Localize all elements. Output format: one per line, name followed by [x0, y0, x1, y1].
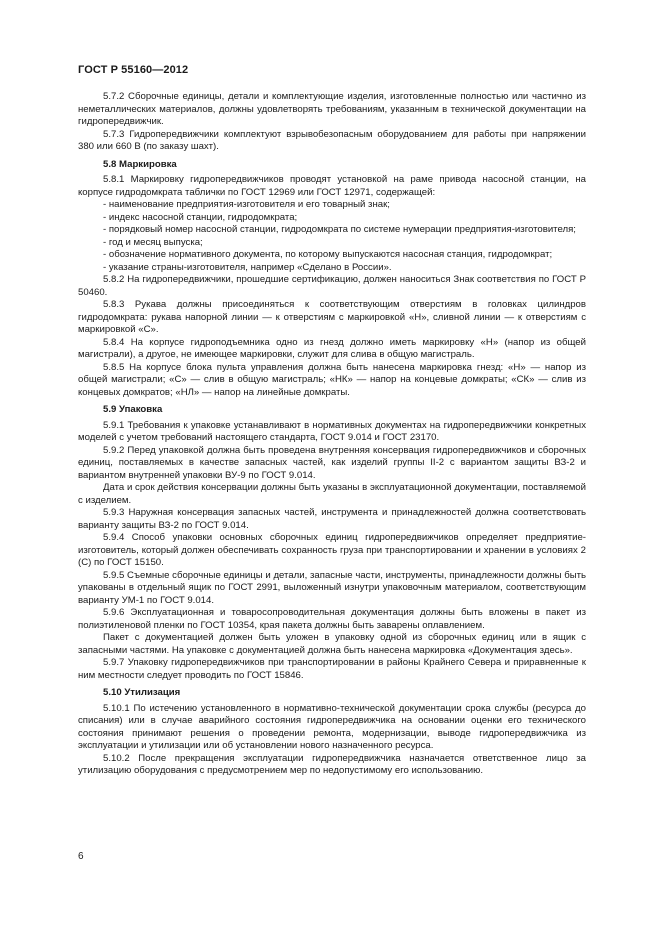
document-body [78, 91, 586, 778]
paragraph: 5.9.2 Перед упаковкой должна быть проведена внутренняя консервация гидропередвижчиков и сборочных единиц, поставляемых в качестве запасных частей, как изделий группы II-2 с вариантом защиты ВЗ-2 и вариантом внутренней упаковки ВУ-9 по ГОСТ 9.014. [78, 444, 586, 481]
paragraph: 5.9.5 Съемные сборочные единицы и детали, запасные части, инструменты, принадлежности должны быть упакованы в отдельный ящик по ГОСТ 2991, выложенный изнутри упаковочным материалом, соответствующим варианту УМ-1 по ГОСТ 9.014. [78, 569, 586, 606]
paragraph: 5.9.1 Требования к упаковке устанавливают в нормативных документах на гидропередвижчики конкретных моделей с учетом требований настоящего стандарта, ГОСТ 9.014 и ГОСТ 23170. [78, 419, 586, 443]
paragraph: 5.8.4 На корпусе гидроподъемника одно из гнезд должно иметь маркировку «Н» (напор из общей магистрали), а другое, не имеющее маркировки, служит для слива в общую магистраль. [78, 336, 586, 360]
paragraph: 5.8.5 На корпусе блока пульта управления должна быть нанесена маркировка гнезд: «Н» — напор из общей магистрали; «С» — слив в общую магистраль; «НК» — напор на концевые домкраты; «СК» — слив из концевых домкратов; «НЛ» — напор на линейные домкраты. [78, 361, 586, 398]
list-item: - наименование предприятия-изготовителя и его товарный знак; [103, 199, 390, 210]
section-heading: 5.8 Маркировка [103, 158, 177, 170]
paragraph: Пакет с документацией должен быть уложен в упаковку одной из сборочных единиц или в ящик с запасными частями. На упаковке с документацией должна быть нанесена маркировка «Документация здесь». [78, 632, 586, 656]
paragraph: 5.8.1 Маркировку гидропередвижчиков проводят установкой на раме привода насосной станции, на корпусе гидродомкрата таблички по ГОСТ 12969 или ГОСТ 12971, содержащей: [78, 174, 586, 198]
list-item: - порядковый номер насосной станции, гидродомкрата по системе нумерации предприятия-изготовителя; [103, 224, 576, 235]
section-heading: 5.10 Утилизация [103, 687, 181, 698]
list-item: - указание страны-изготовителя, например «Сделано в России». [103, 261, 392, 273]
paragraph: 5.9.7 Упаковку гидропередвижчиков при транспортировании в районы Крайнего Севера и приравненные к ним местности следует проводить по ГОСТ 15846. [78, 657, 586, 681]
paragraph: 5.9.6 Эксплуатационная и товаросопроводительная документация должны быть вложены в пакет из полиэтиленовой пленки по ГОСТ 10354, края пакета должны быть заварены оплавлением. [78, 607, 586, 631]
paragraph: 5.7.2 Сборочные единицы, детали и комплектующие изделия, изготовленные полностью или частично из неметаллических материалов, должны удовлетворять требованиям, указанным в технической документации на гидропередвижчик. [78, 91, 586, 127]
paragraph: 5.9.4 Способ упаковки основных сборочных единиц гидропередвижчиков определяет предприятие-изготовитель, который должен обеспечивать сохранность груза при транспортировании и хранении в условиях 2 (С) по ГОСТ 15150. [78, 532, 586, 568]
paragraph: 5.10.2 После прекращения эксплуатации гидропередвижчика назначается ответственное лицо за утилизацию оборудования с предусмотрением мер по недопустимому его использованию. [78, 752, 586, 776]
list-item: - индекс насосной станции, гидродомкрата; [103, 211, 298, 223]
list-item: - обозначение нормативного документа, по которому выпускаются насосная станция, гидродомкрат; [103, 249, 553, 260]
paragraph: 5.8.3 Рукава должны присоединяться к соответствующим отверстиям в головках цилиндров гидродомкрата: рукава напорной линии — к отверстиям с маркировкой «Н», сливной линии — к отверстиям с маркировкой «С». [78, 299, 586, 335]
paragraph: Дата и срок действия консервации должны быть указаны в эксплуатационной документации, поставляемой с изделием. [78, 482, 586, 506]
section-heading: 5.9 Упаковка [103, 404, 163, 415]
page-number: 6 [78, 851, 84, 862]
standard-header: ГОСТ Р 55160—2012 [78, 64, 189, 76]
paragraph: 5.10.1 По истечению установленного в нормативно-технической документации срока службы (ресурса до списания) или в случае аварийного состояния гидропередвижчика на основании оценки его технического состояния принимают решения о проведении ремонта, модернизации, выводе гидропередвижчика из эксплуатации и утилизации или об установлении нового назначенного ресурса. [78, 702, 586, 751]
list-item: - год и месяц выпуска; [103, 236, 203, 248]
paragraph: 5.7.3 Гидропередвижчики комплектуют взрывобезопасным оборудованием для работы при напряжении 380 или 660 В (по заказу шахт). [78, 128, 586, 152]
paragraph: 5.9.3 Наружная консервация запасных частей, инструмента и принадлежностей должна соответствовать варианту защиты ВЗ-2 по ГОСТ 9.014. [78, 507, 586, 531]
paragraph: 5.8.2 На гидропередвижчики, прошедшие сертификацию, должен наноситься Знак соответствия по ГОСТ Р 50460. [78, 274, 586, 298]
